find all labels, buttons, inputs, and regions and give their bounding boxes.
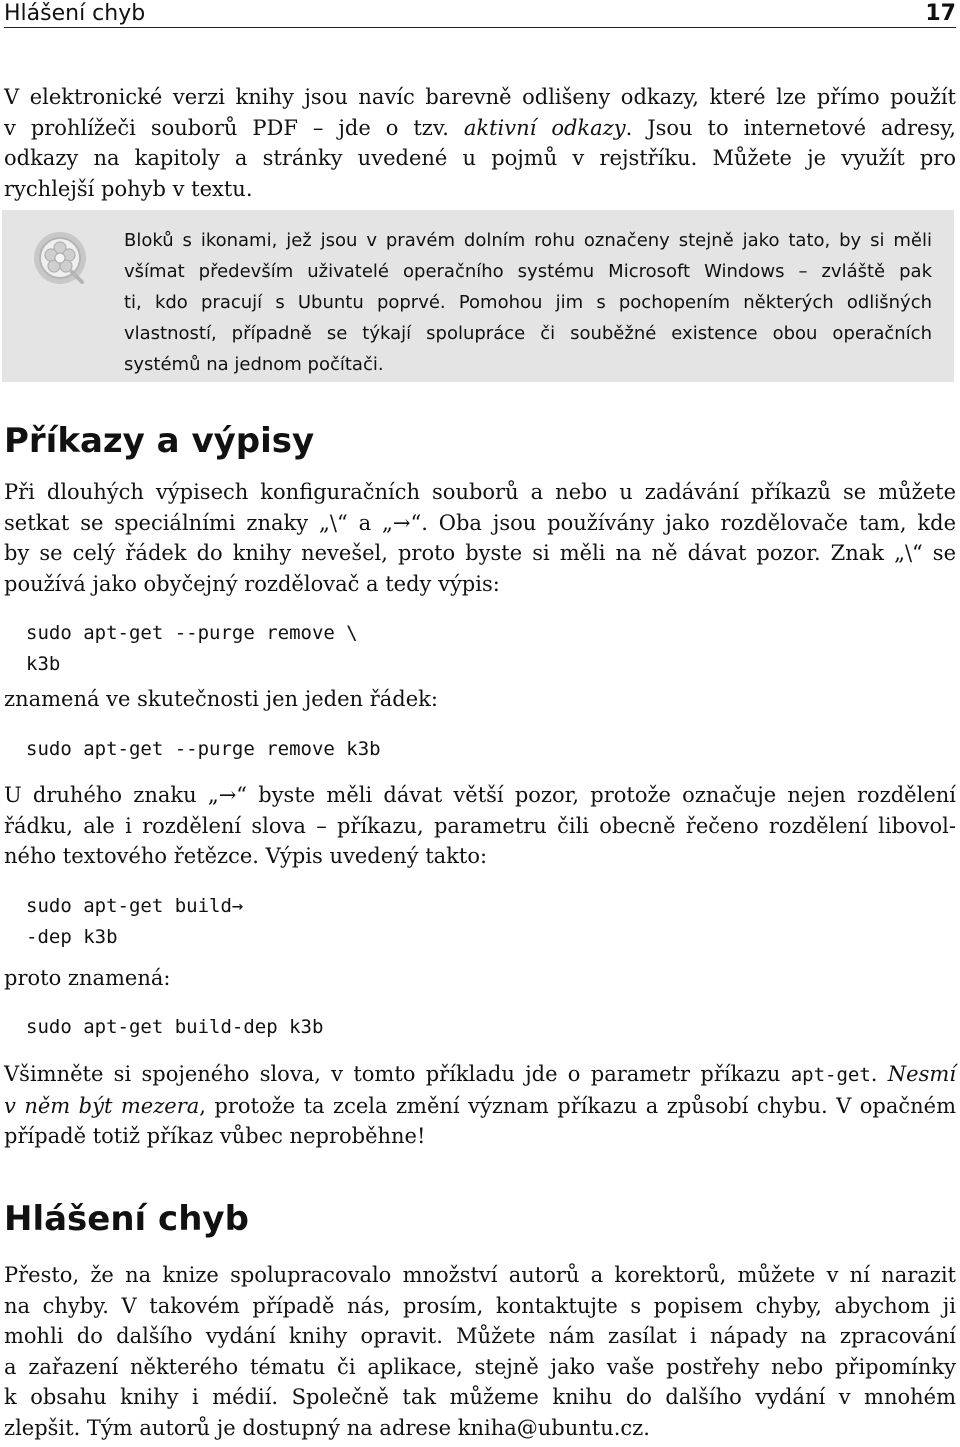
section-heading: Příkazy a výpisy [4,421,315,461]
text-line: znamená ve skutečnosti jen jeden řádek: [4,687,438,711]
paragraph [4,1059,956,1152]
running-title: Hlášení chyb [4,1,146,26]
code-listing [26,891,243,952]
emphasis: v něm být mezera [4,1093,200,1118]
code-line: sudo apt-get --purge remove k3b [26,738,381,760]
emphasis: Nesmí [887,1062,956,1086]
text-line: U druhého znaku „→“ byste měli dávat větší pozor, protože označuje nejen rozdělení [4,783,956,807]
text-line: by se celý řádek do knihy nevešel, proto byste si měli na ně dávat pozor. Znak „\“ se [4,541,956,566]
text-line: ného textového řetězce. Výpis uvedený takto: [4,844,488,869]
inline-code: apt-get [790,1064,871,1086]
paragraph [4,1260,956,1444]
text-line: v něm být mezera, protože ta zcela změní význam příkazu a způsobí chybu. V opačném [4,1093,956,1118]
page-number: 17 [925,1,956,26]
text-line: a zařazení některého tématu či aplikace, stejně jako vaše postřehy nebo připomínky [4,1354,956,1379]
paragraph [4,780,956,872]
text-line: všímat především uživatelé operačního systému Microsoft Windows – zvláště pak [124,261,932,282]
text-line: setkat se speciálními znaky „\“ a „→“. Oba jsou používány jako rozdělovače tam, kde [4,510,956,535]
text-line: vlastností, případně se týkají spolupráce či souběžné existence obou operačních [124,323,932,344]
code-line: sudo apt-get build→ [26,895,244,917]
text-line: systémů na jednom počítači. [124,354,384,375]
text-line: Přesto, že na knize spolupracovalo množství autorů a korektorů, můžete v ní narazit [4,1263,956,1287]
windows-note-box [2,210,954,382]
note-text [124,225,932,380]
text-line: odkazy na kapitoly a stránky uvedené u pojmů v rejstříku. Můžete je využít pro [4,146,956,171]
text-line: V elektronické verzi knihy jsou navíc barevně odlišeny odkazy, které lze přímo použít [4,85,956,109]
code-line: -dep k3b [26,925,118,948]
code-line: sudo apt-get --purge remove \ [26,622,358,644]
code-listing [26,734,381,765]
text-line: mohli do dalšího vydání knihy opravit. Můžete nám zasílat i nápady na zpracování [4,1324,956,1349]
text-line: zlepšit. Tým autorů je dostupný na adrese kniha@ubuntu.cz. [4,1415,650,1440]
code-listing [26,618,358,679]
text-line: ti, kdo pracují s Ubuntu poprvé. Pomohou jim s pochopením některých odlišných [124,292,932,313]
section-heading: Hlášení chyb [4,1199,249,1239]
page-header [4,0,956,28]
intro-paragraph [4,82,956,204]
text-line: na chyby. V takovém případě nás, prosím, kontaktujte s popisem chyby, abychom ji [4,1293,956,1318]
text-line: případě totiž příkaz vůbec neproběhne! [4,1124,426,1149]
text-line: v prohlížeči souborů PDF – jde o tzv. aktivní odkazy. Jsou to internetové adresy, [4,115,956,140]
windows-flower-icon [32,230,88,286]
code-listing [26,1012,323,1043]
text-line: proto znamená: [4,966,171,990]
text-line: Všimněte si spojeného slova, v tomto příkladu jde o parametr příkazu apt-get. Nesmí [4,1062,956,1086]
text-line: rychlejší pohyb v textu. [4,176,253,201]
paragraph [4,963,956,994]
emphasis: aktivní odkazy [463,115,626,140]
code-line: sudo apt-get build-dep k3b [26,1016,324,1038]
paragraph [4,477,956,599]
text-line: používá jako obyčejný rozdělovač a tedy výpis: [4,571,500,596]
paragraph [4,684,956,715]
text-line: řádku, ale i rozdělení slova – příkazu, parametru čili obecně řečeno rozdělení libovol- [4,813,956,838]
text-line: k obsahu knihy i médií. Společně tak můžeme knihu do dalšího vydání v mnohém [4,1385,956,1410]
text-line: Bloků s ikonami, jež jsou v pravém dolním rohu označeny stejně jako tato, by si měli [124,230,932,251]
text-line: Při dlouhých výpisech konfiguračních souborů a nebo u zadávání příkazů se můžete [4,480,956,504]
code-line: k3b [26,652,61,675]
